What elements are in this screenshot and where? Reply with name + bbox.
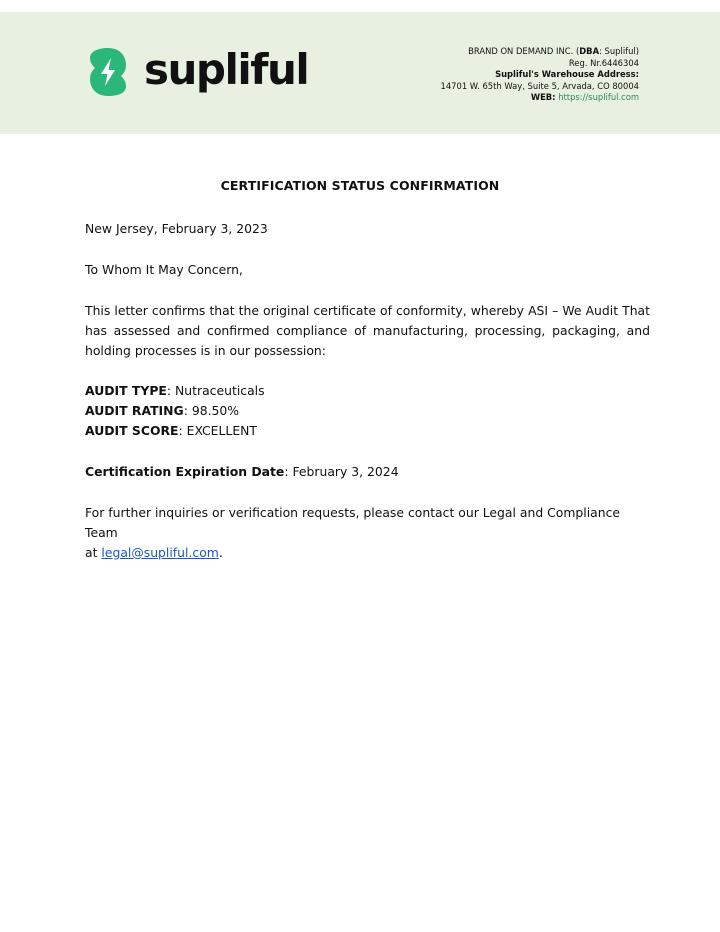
letterhead — [0, 12, 720, 134]
supliful-logo — [88, 46, 308, 98]
audit-rating-line: AUDIT RATING: 98.50% — [85, 403, 240, 418]
warehouse-address: 14701 W. 65th Way, Suite 5, Arvada, CO 80004 — [440, 80, 639, 91]
salutation: To Whom It May Concern, — [85, 262, 243, 277]
company-info — [441, 46, 640, 104]
audit-type-line: AUDIT TYPE: Nutraceuticals — [85, 383, 265, 398]
web-line: WEB: https://supliful.com — [530, 92, 639, 103]
contact-line-1: For further inquiries or verification requests, please contact our Legal and Compliance Team — [85, 505, 621, 540]
place-date: New Jersey, February 3, 2023 — [85, 221, 268, 236]
contact-line-2: at legal@supliful.com. — [85, 545, 223, 560]
company-name-line: BRAND ON DEMAND INC. (DBA: Supliful) — [468, 46, 639, 56]
audit-details — [85, 381, 650, 441]
intro-paragraph: This letter confirms that the original certificate of conformity, whereby ASI – We Audit That has assessed and confirmed compliance of manufacturing, processing, packaging, and holding processes is in our possession: — [85, 303, 650, 358]
audit-score-line: AUDIT SCORE: EXCELLENT — [85, 423, 257, 438]
legal-email-link[interactable]: legal@supliful.com — [101, 545, 219, 560]
warehouse-label: Supliful's Warehouse Address: — [495, 69, 639, 80]
registration-number: Reg. Nr.6446304 — [568, 57, 639, 68]
contact-paragraph — [85, 503, 650, 563]
website-link[interactable]: https://supliful.com — [558, 92, 639, 103]
lightning-bolt-icon — [88, 46, 128, 98]
expiration-line: Certification Expiration Date: February 3, 2024 — [85, 464, 399, 479]
logo-wordmark: supliful — [144, 45, 309, 94]
document-title: CERTIFICATION STATUS CONFIRMATION — [220, 178, 500, 193]
